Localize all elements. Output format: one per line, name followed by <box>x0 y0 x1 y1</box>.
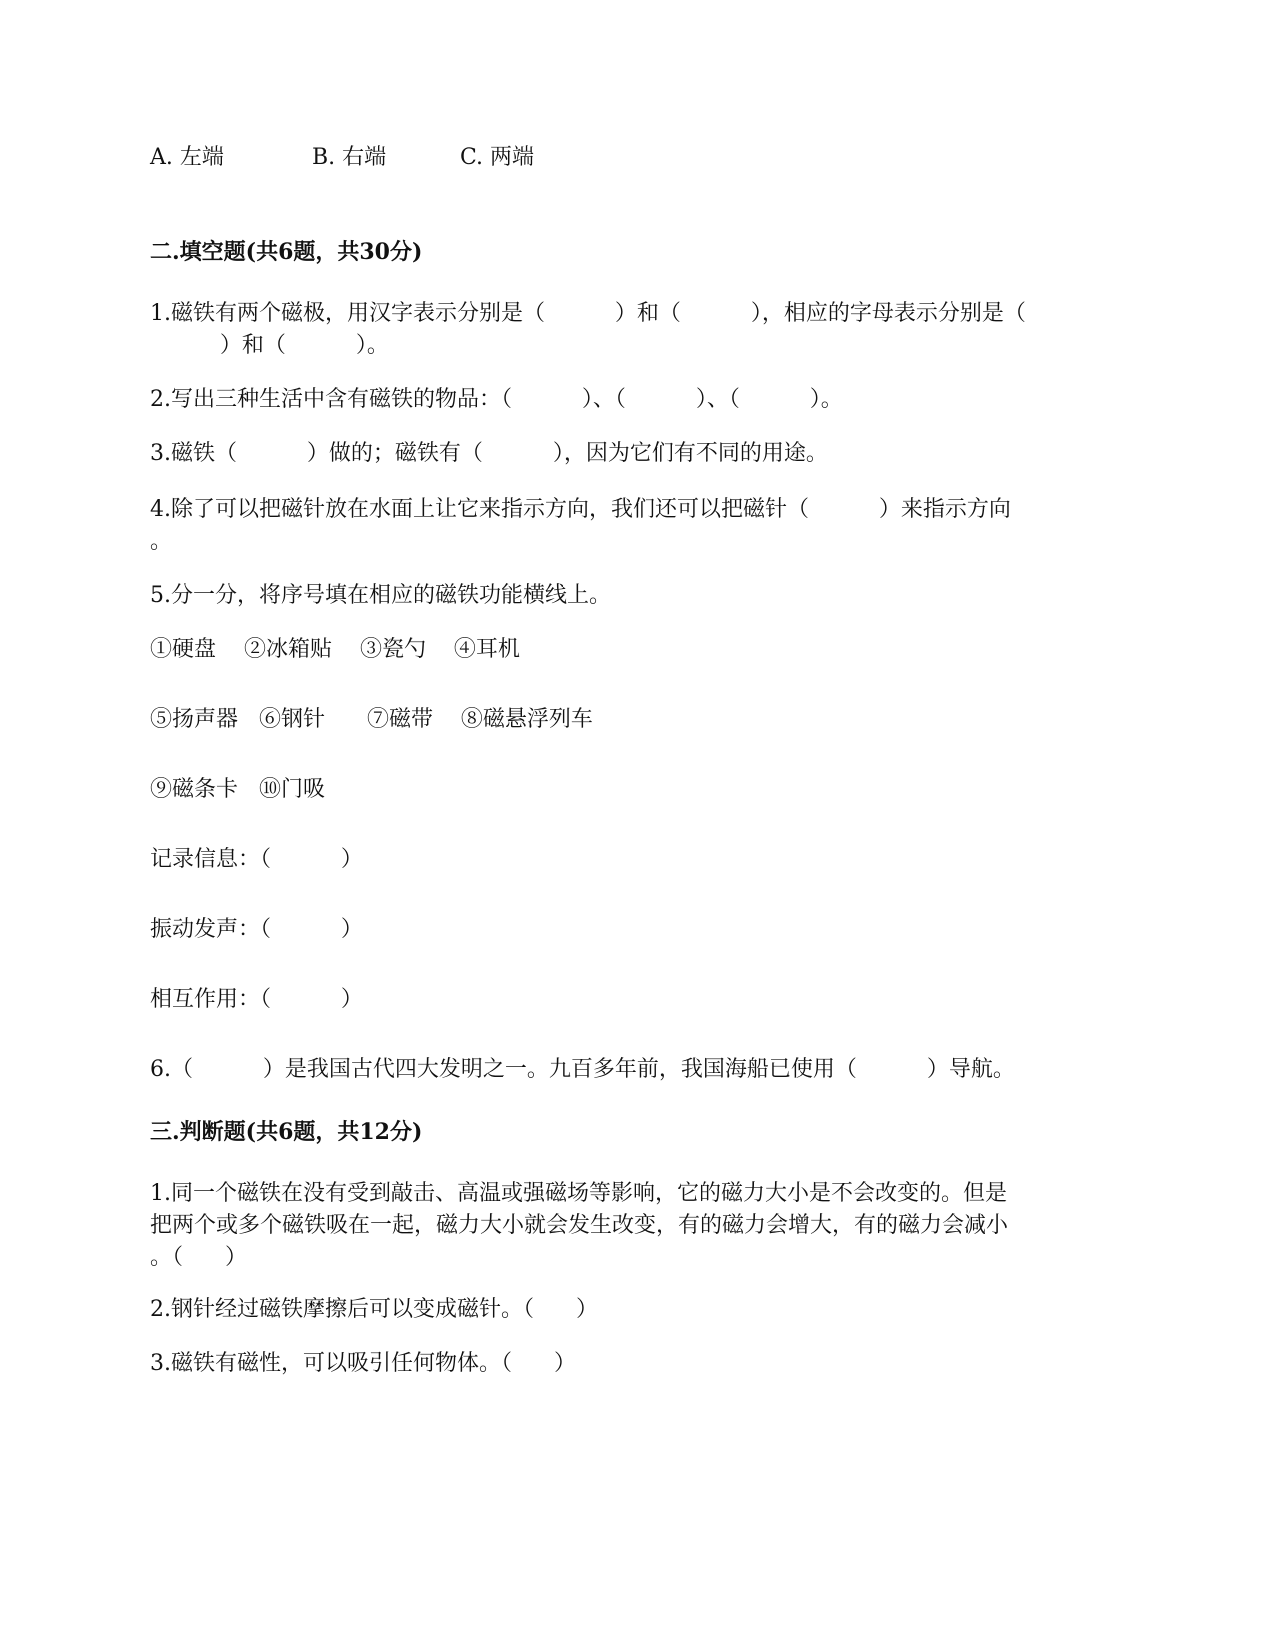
question-3-2: 2.钢针经过磁铁摩擦后可以变成磁针。（ ） <box>150 1297 598 1322</box>
question-2-1-line2: ）和（ ）。 <box>150 333 389 358</box>
vibrate-sound-blank: 振动发声：（ ） <box>150 917 363 942</box>
record-info-blank: 记录信息：（ ） <box>150 847 363 872</box>
section-heading-true-false: 三.判断题(共6题，共12分) <box>150 1119 423 1145</box>
question-3-1-line1: 1.同一个磁铁在没有受到敲击、高温或强磁场等影响，它的磁力大小是不会改变的。但是 <box>150 1181 1007 1206</box>
items-row-2: ⑤扬声器 ⑥钢针 ⑦磁带 ⑧磁悬浮列车 <box>150 707 593 732</box>
items-row-1: ①硬盘 ②冰箱贴 ③瓷勺 ④耳机 <box>150 637 520 662</box>
question-2-6: 6.（ ）是我国古代四大发明之一。九百多年前，我国海船已使用（ ）导航。 <box>150 1057 1015 1082</box>
question-2-1-line1: 1.磁铁有两个磁极，用汉字表示分别是（ ）和（ ），相应的字母表示分别是（ <box>150 301 1026 326</box>
option-a: A. 左端 <box>150 145 224 170</box>
question-3-1-line2: 把两个或多个磁铁吸在一起，磁力大小就会发生改变，有的磁力会增大，有的磁力会减小 <box>150 1213 1009 1238</box>
items-row-3: ⑨磁条卡 ⑩门吸 <box>150 777 325 802</box>
interaction-blank: 相互作用：（ ） <box>150 987 363 1012</box>
option-b: B. 右端 <box>312 145 387 170</box>
question-2-4-line1: 4.除了可以把磁针放在水面上让它来指示方向，我们还可以把磁针（ ）来指示方向 <box>150 497 1011 522</box>
question-2-4-line2: 。 <box>150 529 173 554</box>
question-2-3: 3.磁铁（ ）做的；磁铁有（ ），因为它们有不同的用途。 <box>150 441 828 466</box>
question-2-5: 5.分一分，将序号填在相应的磁铁功能横线上。 <box>150 583 611 608</box>
section-heading-fill-in: 二.填空题(共6题，共30分) <box>150 239 423 265</box>
question-3-3: 3.磁铁有磁性，可以吸引任何物体。（ ） <box>150 1351 576 1376</box>
option-c: C. 两端 <box>460 145 535 170</box>
question-2-2: 2.写出三种生活中含有磁铁的物品：（ ）、（ ）、（ ）。 <box>150 387 843 412</box>
question-3-1-line3: 。（ ） <box>150 1245 247 1270</box>
